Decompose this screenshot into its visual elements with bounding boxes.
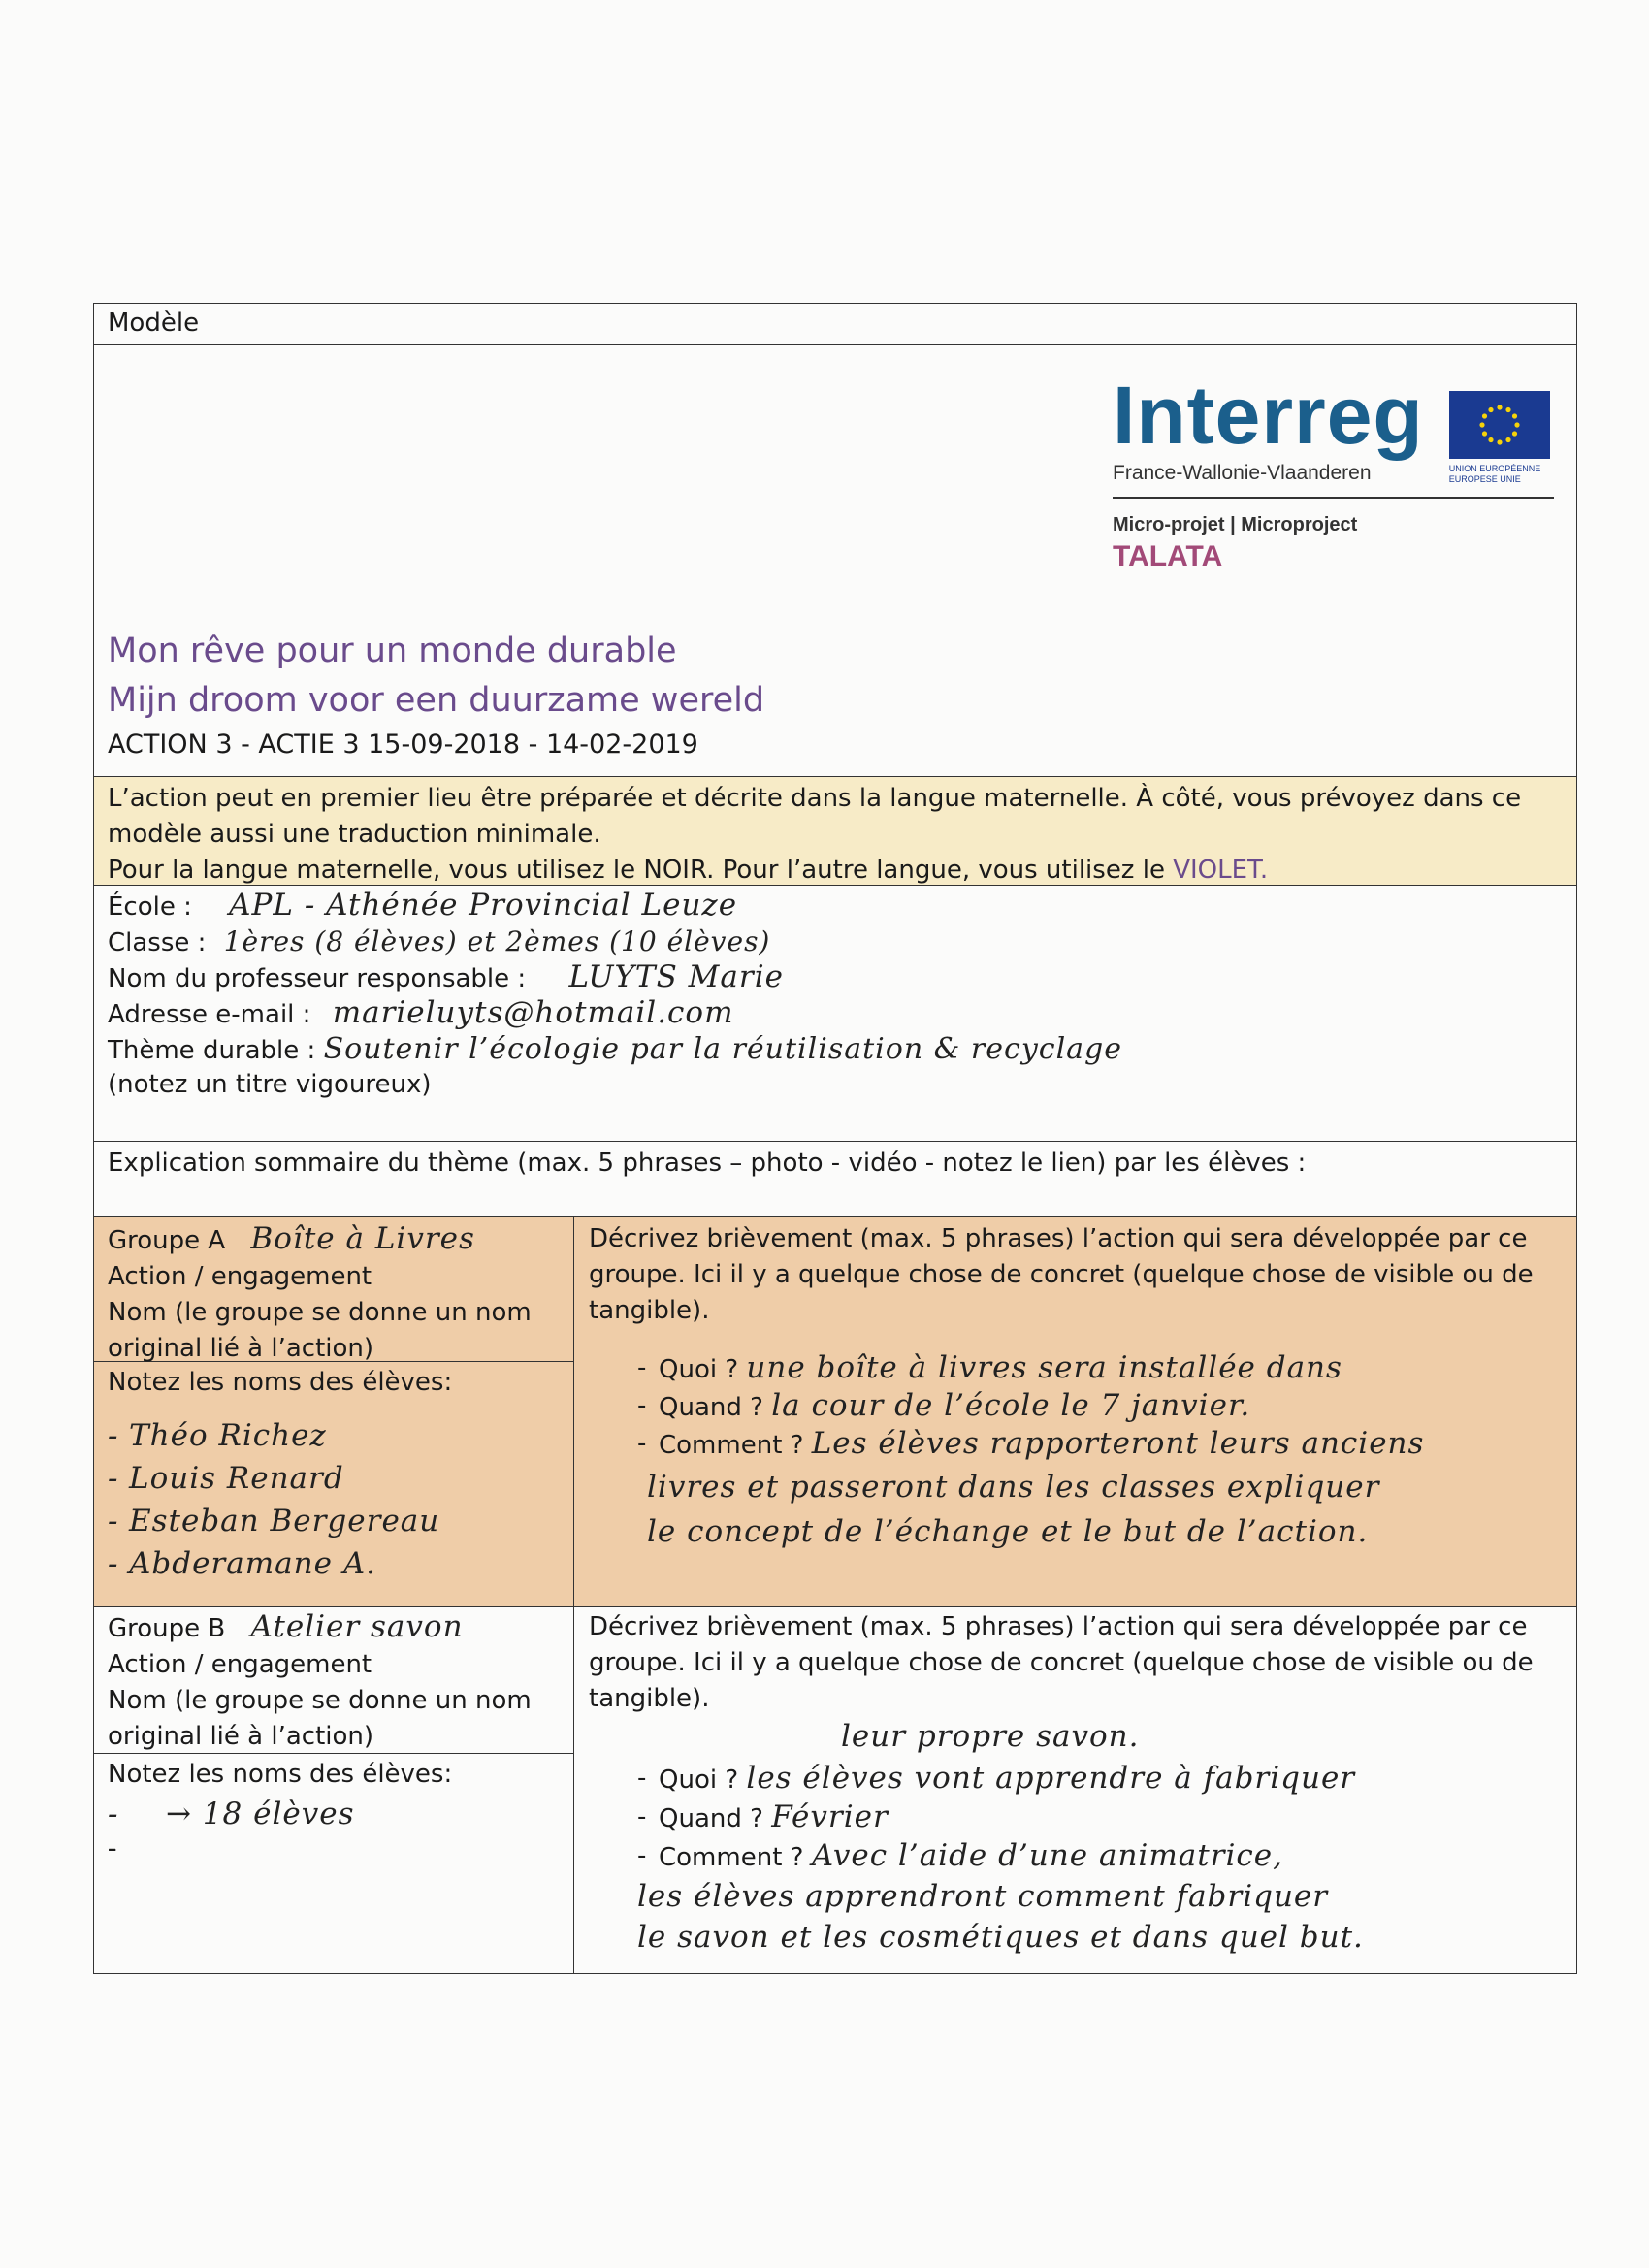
comment-continuation: livres et passeront dans les classes expliquer xyxy=(647,1470,1380,1505)
school-row xyxy=(94,885,1576,1141)
theme-label: Thème durable : xyxy=(108,1036,316,1065)
form-sheet xyxy=(93,303,1577,1974)
group-b-students xyxy=(108,1797,560,1831)
group-b-students-label: Notez les noms des élèves: xyxy=(108,1760,453,1789)
group-b-action: Action / engagement xyxy=(108,1650,372,1679)
group-b-describe: Décrivez brièvement (max. 5 phrases) l’action qui sera développée par ce groupe. Ici il y a quelque chose de concret (quelque chose de visible ou de tangible). xyxy=(589,1612,1534,1713)
instructions-line1: L’action peut en premier lieu être préparée et décrite dans la langue maternelle. À côté, vous prévoyez dans ce modèle aussi une traduction minimale. xyxy=(108,784,1522,849)
quand-label: Quand ? xyxy=(659,1804,763,1833)
group-a-nom: Nom (le groupe se donne un nom original lié à l’action) xyxy=(108,1298,532,1363)
explication-row xyxy=(94,1141,1576,1216)
logo-divider xyxy=(1113,497,1554,499)
group-b-details xyxy=(637,1760,1563,1876)
logo-micro: Micro-projet | Microproject xyxy=(1113,514,1358,535)
group-a-action: Action / engagement xyxy=(108,1262,372,1291)
comment-continuation: le concept de l’échange et le but de l’action. xyxy=(647,1514,1369,1549)
comment-label: Comment ? xyxy=(659,1843,804,1872)
email-label: Adresse e-mail : xyxy=(108,1000,311,1029)
quoi-label: Quoi ? xyxy=(659,1355,739,1384)
student-name: - Théo Richez xyxy=(108,1414,560,1457)
comment-continuation: le savon et les cosmétiques et dans quel but. xyxy=(637,1920,1364,1955)
logo-project: TALATA xyxy=(1113,540,1223,572)
group-a-students-label: Notez les noms des élèves: xyxy=(108,1368,453,1397)
ecole-label: École : xyxy=(108,892,192,922)
instructions-violet: VIOLET. xyxy=(1173,856,1269,885)
title-fr: Mon rêve pour un monde durable xyxy=(108,632,677,670)
comment-continuation: les élèves apprendront comment fabriquer xyxy=(637,1879,1329,1914)
quand-label: Quand ? xyxy=(659,1393,763,1422)
email-value: marieluyts@hotmail.com xyxy=(332,995,734,1030)
student-name: - Abderamane A. xyxy=(108,1542,560,1585)
theme-note: (notez un titre vigoureux) xyxy=(108,1070,432,1099)
quoi-value: les élèves vont apprendre à fabriquer xyxy=(746,1761,1356,1796)
instructions-row xyxy=(94,776,1576,885)
group-b-row xyxy=(94,1606,1576,1973)
group-a-students xyxy=(108,1414,560,1585)
quoi-label: Quoi ? xyxy=(659,1766,739,1795)
header-row xyxy=(94,344,1576,776)
instructions-line2: Pour la langue maternelle, vous utilisez le NOIR. Pour l’autre langue, vous utilisez le xyxy=(108,856,1174,885)
quand-value: Février xyxy=(771,1799,889,1834)
comment-value: Avec l’aide d’une animatrice, xyxy=(811,1838,1283,1873)
comment-label: Comment ? xyxy=(659,1431,804,1460)
eu-text-2: EUROPESE UNIE xyxy=(1448,474,1521,484)
model-row xyxy=(94,304,1576,344)
quoi-value: une boîte à livres sera installée dans xyxy=(746,1350,1342,1385)
prof-value: LUYTS Marie xyxy=(568,959,784,994)
group-b-name: Atelier savon xyxy=(250,1609,464,1644)
classe-value: 1ères (8 élèves) et 2èmes (10 élèves) xyxy=(223,925,771,957)
group-a-row xyxy=(94,1216,1576,1606)
logo-brand: Interreg xyxy=(1113,370,1424,461)
student-name: - → 18 élèves xyxy=(108,1797,560,1831)
group-a-label: Groupe A xyxy=(108,1226,226,1255)
quand-value: la cour de l’école le 7 janvier. xyxy=(771,1388,1251,1423)
student-name: - Louis Renard xyxy=(108,1457,560,1500)
group-b-label: Groupe B xyxy=(108,1614,226,1643)
ecole-value: APL - Athénée Provincial Leuze xyxy=(229,888,738,923)
comment-value: Les élèves rapporteront leurs anciens xyxy=(811,1426,1425,1461)
eu-text-1: UNION EUROPÉENNE xyxy=(1448,464,1541,473)
action-line: ACTION 3 - ACTIE 3 15-09-2018 - 14-02-2019 xyxy=(108,729,698,760)
logo-region: France-Wallonie-Vlaanderen xyxy=(1113,462,1372,484)
group-a-name: Boîte à Livres xyxy=(250,1221,475,1256)
interreg-logo xyxy=(1113,370,1559,573)
classe-label: Classe : xyxy=(108,928,207,957)
group-a-describe: Décrivez brièvement (max. 5 phrases) l’action qui sera développée par ce groupe. Ici il y a quelque chose de concret (quelque chose de visible ou de tangible). xyxy=(589,1224,1534,1325)
quoi-prefix: leur propre savon. xyxy=(841,1719,1140,1754)
title-nl: Mijn droom voor een duurzame wereld xyxy=(108,681,765,720)
group-a-details xyxy=(637,1350,1563,1464)
model-label: Modèle xyxy=(108,308,200,338)
theme-value: Soutenir l’écologie par la réutilisation & recyclage xyxy=(323,1032,1123,1066)
group-b-nom: Nom (le groupe se donne un nom original lié à l’action) xyxy=(108,1686,532,1751)
eu-flag-icon xyxy=(1449,391,1550,459)
prof-label: Nom du professeur responsable : xyxy=(108,964,527,993)
student-name: - Esteban Bergereau xyxy=(108,1500,560,1542)
explication-text: Explication sommaire du thème (max. 5 phrases – photo - vidéo - notez le lien) par les élèves : xyxy=(108,1149,1307,1178)
